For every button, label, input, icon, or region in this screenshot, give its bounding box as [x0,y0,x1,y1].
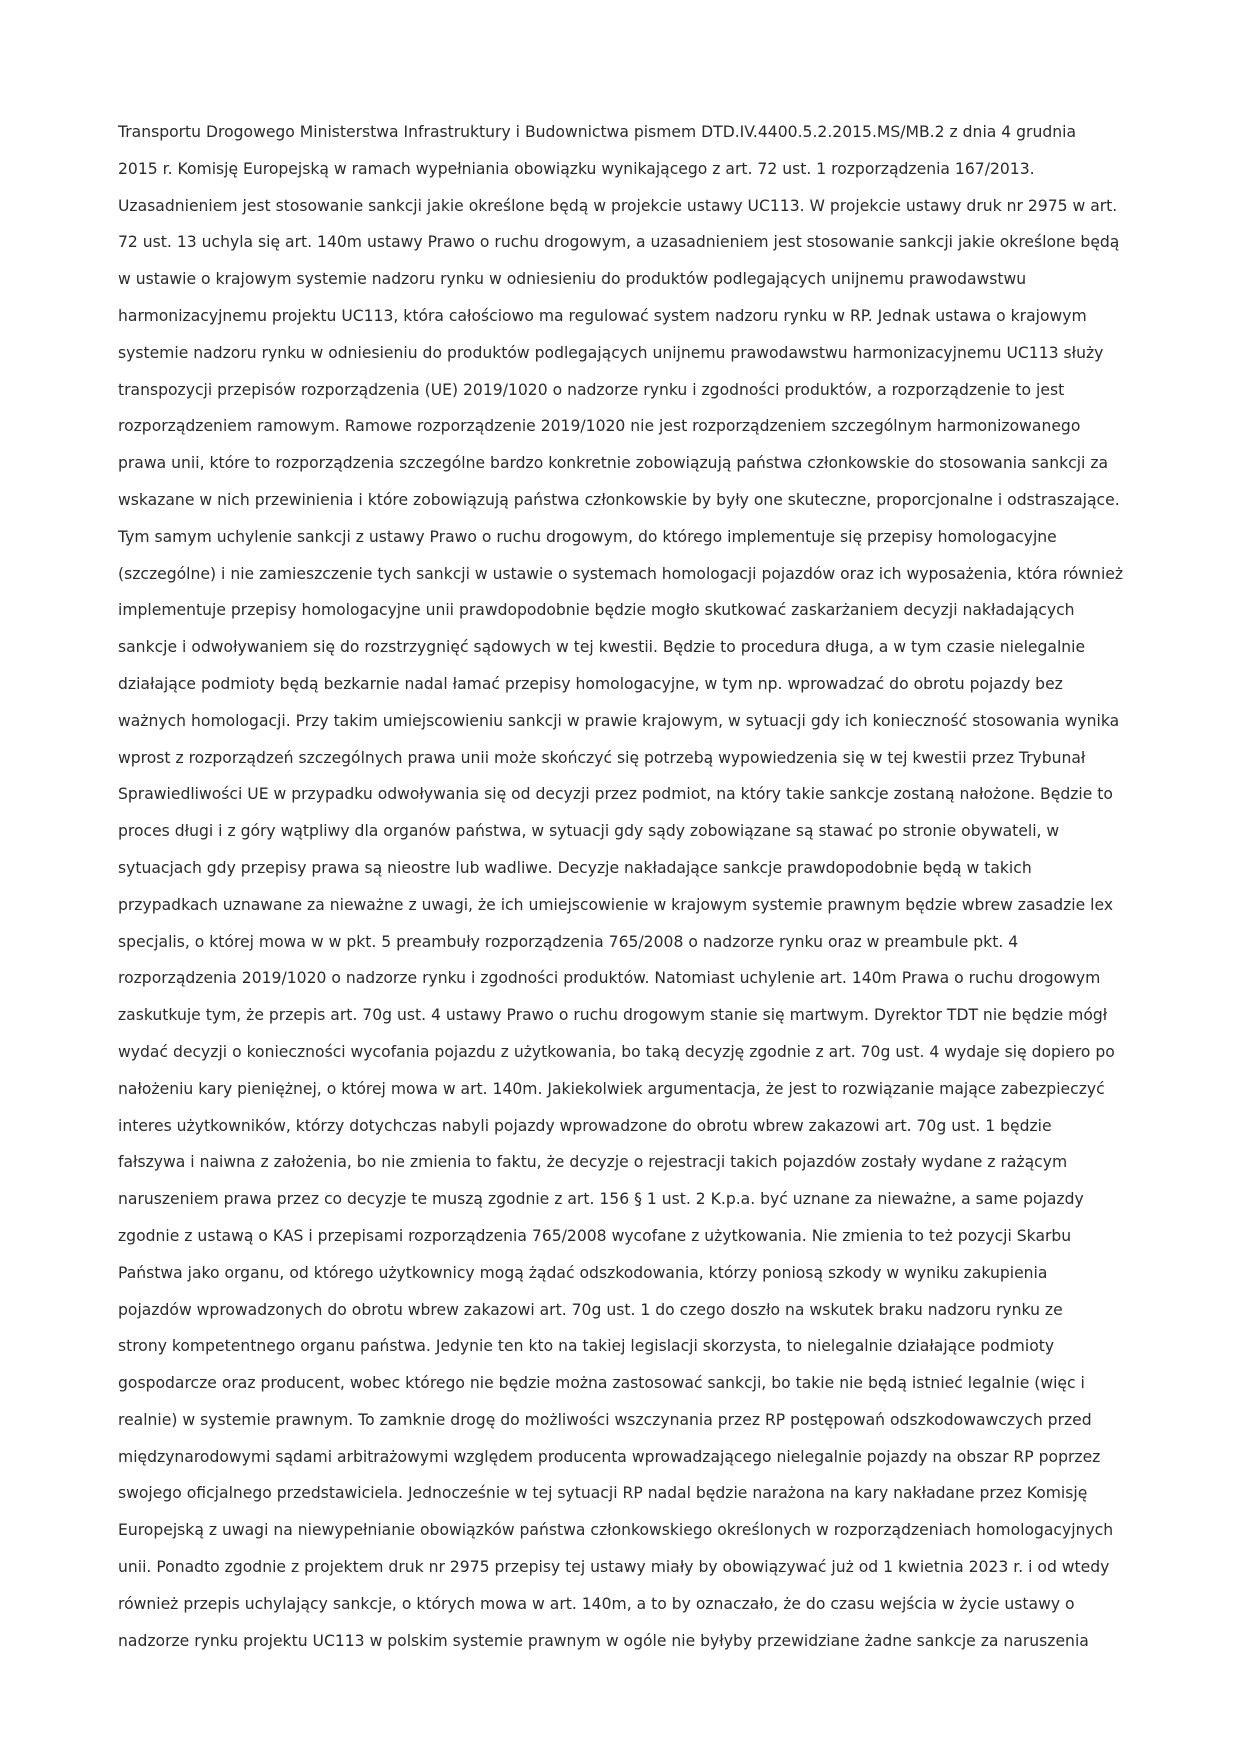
text-line: specjalis, o której mowa w w pkt. 5 preambuły rozporządzenia 765/2008 o nadzorze rynku oraz w preambule pkt. 4 [118,932,1019,951]
text-line: wprost z rozporządzeń szczególnych prawa unii może skończyć się potrzebą wypowiedzenia się w tej kwestii przez Trybunał [118,748,1086,767]
text-line: strony kompetentnego organu państwa. Jedynie ten kto na takiej legislacji skorzysta, to nielegalnie działające podmioty [118,1337,1055,1356]
text-line: zgodnie z ustawą o KAS i przepisami rozporządzenia 765/2008 wycofane z użytkowania. Nie zmienia to też pozycji Skarbu [118,1226,1072,1245]
text-line: (szczególne) i nie zamieszczenie tych sankcji w ustawie o systemach homologacji pojazdów oraz ich wyposażenia, która również [118,564,1124,583]
text-line: nadzorze rynku projektu UC113 w polskim systemie prawnym w ogóle nie byłyby przewidziane żadne sankcje za naruszenia [118,1631,1089,1650]
text-line: proces długi i z góry wątpliwy dla organów państwa, w sytuacji gdy sądy zobowiązane są stawać po stronie obywateli, w [118,822,1060,841]
text-line: transpozycji przepisów rozporządzenia (UE) 2019/1020 o nadzorze rynku i zgodności produktów, a rozporządzenie to jest [118,380,1065,399]
text-line: Europejską z uwagi na niewypełnianie obowiązków państwa członkowskiego określonych w rozporządzeniach homologacyjnych [118,1521,1114,1540]
text-line: sankcje i odwoływaniem się do rozstrzygnięć sądowych w tej kwestii. Będzie to procedura długa, a w tym czasie nielegalnie [118,638,1086,657]
text-line: wydać decyzji o konieczności wycofania pojazdu z użytkowania, bo taką decyzję zgodnie z art. 70g ust. 4 wydaje się dopiero po [118,1042,1115,1061]
text-line: międzynarodowymi sądami arbitrażowymi względem producenta wprowadzającego nielegalnie pojazdy na obszar RP poprzez [118,1447,1101,1466]
text-line: 2015 r. Komisję Europejską w ramach wypełniania obowiązku wynikającego z art. 72 ust. 1 rozporządzenia 167/2013. [118,159,1035,178]
text-line: gospodarcze oraz producent, wobec którego nie będzie można zastosować sankcji, bo takie nie będą istnieć legalnie (więc i [118,1374,1085,1393]
text-line: realnie) w systemie prawnym. To zamknie drogę do możliwości wszczynania przez RP postępowań odszkodowawczych przed [118,1410,1092,1429]
text-line: rozporządzeniem ramowym. Ramowe rozporządzenie 2019/1020 nie jest rozporządzeniem szczególnym harmonizowanego [118,417,1081,436]
text-line: naruszeniem prawa przez co decyzje te muszą zgodnie z art. 156 § 1 ust. 2 K.p.a. być uznane za nieważne, a same pojazdy [118,1190,1084,1209]
text-line: sytuacjach gdy przepisy prawa są nieostre lub wadliwe. Decyzje nakładające sankcje prawdopodobnie będą w takich [118,858,1032,877]
text-line: rozporządzenia 2019/1020 o nadzorze rynku i zgodności produktów. Natomiast uchylenie art. 140m Prawa o ruchu drogowym [118,969,1101,988]
text-line: Tym samym uchylenie sankcji z ustawy Prawo o ruchu drogowym, do którego implementuje się przepisy homologacyjne [118,527,1057,546]
text-line: Transportu Drogowego Ministerstwa Infrastruktury i Budownictwa pismem DTD.IV.4400.5.2.2015.MS/MB.2 z dnia 4 grudnia [118,123,1077,141]
text-line: harmonizacyjnemu projektu UC113, która całościowo ma regulować system nadzoru rynku w RP. Jednak ustawa o krajowym [118,306,1087,325]
text-line: wskazane w nich przewinienia i które zobowiązują państwa członkowskie by były one skuteczne, proporcjonalne i odstraszające. [118,490,1120,509]
body-text [118,114,1128,1659]
text-line: interes użytkowników, którzy dotychczas nabyli pojazdy wprowadzone do obrotu wbrew zakazowi art. 70g ust. 1 będzie [118,1116,1052,1135]
text-line: swojego oficjalnego przedstawiciela. Jednocześnie w tej sytuacji RP nadal będzie narażona na kary nakładane przez Komisję [118,1484,1088,1503]
text-line: unii. Ponadto zgodnie z projektem druk nr 2975 przepisy tej ustawy miały by obowiązywać już od 1 kwietnia 2023 r. i od wtedy [118,1558,1110,1577]
text-line: również przepis uchylający sankcje, o których mowa w art. 140m, a to by oznaczało, że do czasu wejścia w życie ustawy o [118,1594,1075,1613]
text-line: nałożeniu kary pieniężnej, o której mowa w art. 140m. Jakiekolwiek argumentacja, że jest to rozwiązanie mające zabezpieczyć [118,1079,1105,1098]
text-line: przypadkach uznawane za nieważne z uwagi, że ich umiejscowienie w krajowym systemie prawnym będzie wbrew zasadzie lex [118,895,1114,914]
text-line: pojazdów wprowadzonych do obrotu wbrew zakazowi art. 70g ust. 1 do czego doszło na wskutek braku nadzoru rynku ze [118,1300,1063,1319]
text-line: działające podmioty będą bezkarnie nadal łamać przepisy homologacyjne, w tym np. wprowadzać do obrotu pojazdy bez [118,674,1063,693]
text-line: 72 ust. 13 uchyla się art. 140m ustawy Prawo o ruchu drogowym, a uzasadnieniem jest stosowanie sankcji jakie określone będą [118,233,1120,252]
text-line: Sprawiedliwości UE w przypadku odwoływania się od decyzji przez podmiot, na który takie sankcje zostaną nałożone. Będzie to [118,785,1113,804]
text-line: w ustawie o krajowym systemie nadzoru rynku w odniesieniu do produktów podlegających unijnemu prawodawstwu [118,270,1027,289]
text-line: zaskutkuje tym, że przepis art. 70g ust. 4 ustawy Prawo o ruchu drogowym stanie się martwym. Dyrektor TDT nie będzie mógł [118,1006,1108,1025]
text-line: Państwa jako organu, od którego użytkownicy mogą żądać odszkodowania, którzy poniosą szkody w wyniku zakupienia [118,1263,1048,1282]
text-line: implementuje przepisy homologacyjne unii prawdopodobnie będzie mogło skutkować zaskarżaniem decyzji nakładających [118,601,1075,620]
text-line: fałszywa i naiwna z założenia, bo nie zmienia to faktu, że decyzje o rejestracji takich pojazdów zostały wydane z rażącym [118,1153,1068,1172]
text-line: ważnych homologacji. Przy takim umiejscowieniu sankcji w prawie krajowym, w sytuacji gdy ich konieczność stosowania wynika [118,711,1120,730]
text-line: prawa unii, które to rozporządzenia szczególne bardzo konkretnie zobowiązują państwa członkowskie do stosowania sankcji za [118,454,1109,473]
text-line: systemie nadzoru rynku w odniesieniu do produktów podlegających unijnemu prawodawstwu harmonizacyjnemu UC113 służy [118,343,1104,362]
text-line: Uzasadnieniem jest stosowanie sankcji jakie określone będą w projekcie ustawy UC113. W projekcie ustawy druk nr 2975 w art. [118,196,1118,215]
